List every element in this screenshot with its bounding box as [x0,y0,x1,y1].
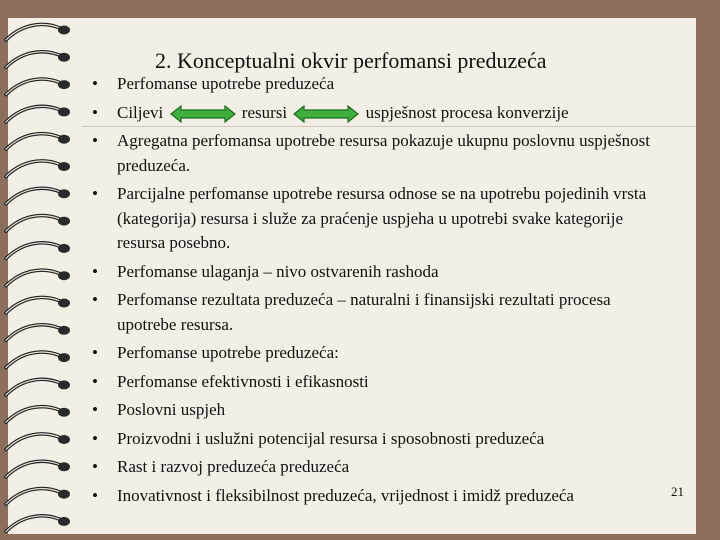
bullet-part-ciljevi: Ciljevi [117,102,164,122]
spiral-ring [6,52,70,68]
bullet-item [92,129,672,178]
double-arrow-icon [293,105,359,123]
bullet-text: Parcijalne perfomanse upotrebe resursa odnose se na upotrebu pojedinih vrsta (kategorija) resursa i služe za praćenje uspjeha u upotrebi svake kategorije resursa posebno. [117,184,647,252]
bullet-dot: • [92,371,98,391]
bullet-text: Poslovni uspjeh [117,400,226,419]
bullet-dot: • [92,457,98,476]
spiral-ring [6,352,70,368]
bullet-part-uspjesnost: uspješnost procesa konverzije [365,102,569,122]
bullet-item [92,341,672,366]
bullet-item [92,288,672,337]
bullet-dot: • [92,400,98,419]
bullet-text: Perfomanse ulaganja – nivo ostvarenih rashoda [117,261,439,281]
bullet-item [92,72,672,97]
spiral-ring [6,325,70,341]
bullet-dot: • [92,102,98,122]
spiral-ring [6,407,70,423]
bullet-list [92,72,672,512]
spiral-ring [6,270,70,286]
spiral-ring [6,134,70,150]
bullet-part-resursi: resursi [241,102,288,122]
spiral-ring [6,79,70,95]
bullet-text: Perfomanse upotrebe preduzeća: [117,343,339,362]
bullet-dot: • [92,184,98,203]
spiral-ring [6,297,70,313]
bullet-item [92,398,672,423]
bullet-item [92,182,672,256]
bullet-text: Perfomanse upotrebe preduzeća [117,74,335,93]
spiral-ring [6,243,70,259]
bullet-text: Proizvodni i uslužni potencijal resursa i sposobnosti preduzeća [117,428,545,448]
bullet-text: Rast i razvoj preduzeća preduzeća [117,457,350,476]
bullet-item [92,370,672,395]
bullet-item [92,455,672,480]
bullet-item [92,101,672,126]
spiral-ring [6,379,70,395]
spiral-ring [6,106,70,122]
spiral-ring [6,489,70,505]
bullet-dot: • [92,290,98,309]
spiral-ring [6,461,70,477]
spiral-ring [6,216,70,232]
spiral-ring [6,24,70,40]
spiral-ring [6,188,70,204]
bullet-dot: • [92,131,98,150]
spiral-binding [0,0,80,540]
spiral-ring [6,434,70,450]
bullet-text: Agregatna perfomansa upotrebe resursa pokazuje ukupnu poslovnu uspješnost preduzeća. [117,131,651,175]
bullet-dot: • [92,485,98,505]
bullet-text: Inovativnost i fleksibilnost preduzeća, vrijednost i imidž preduzeća [117,485,574,505]
slide-title: 2. Konceptualni okvir perfomansi preduzeća [155,48,547,73]
bullet-item [92,484,672,509]
bullet-item [92,427,672,452]
bullet-dot: • [92,261,98,281]
bullet-text: Perfomanse rezultata preduzeća – naturalni i finansijski rezultati procesa upotrebe resursa. [117,290,611,334]
bullet-item [92,260,672,285]
page-number: 21 [671,484,684,499]
bullet-dot: • [92,428,98,448]
bullet-text: Perfomanse efektivnosti i efikasnosti [117,371,369,391]
bullet-dot: • [92,74,98,93]
bullet-dot: • [92,343,98,362]
double-arrow-icon [170,105,236,123]
spiral-ring [6,161,70,177]
spiral-ring [6,516,70,532]
